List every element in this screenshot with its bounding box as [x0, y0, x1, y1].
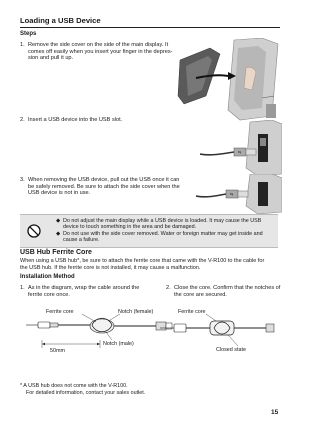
- step-text: [174, 285, 280, 298]
- usb-removal-image: [196, 174, 282, 214]
- step-number: 2.: [166, 285, 171, 291]
- ferrite-heading: USB Hub Ferrite Core: [20, 249, 92, 256]
- step-text-line: Remove the side cover on the side of the main display. It: [28, 42, 169, 48]
- step-text-line: the core are secured.: [174, 291, 227, 298]
- length-label: 50mm: [50, 348, 65, 354]
- installation-heading: Installation Method: [20, 274, 75, 280]
- step-text-line: ferrite core once.: [28, 291, 70, 298]
- side-cover-removal-image: [176, 38, 282, 122]
- footnote-line: For detailed information, contact your sales outlet.: [26, 389, 146, 396]
- step-3: [20, 177, 180, 203]
- ferrite-paragraph: [20, 258, 282, 271]
- installation-step-2: [166, 285, 286, 299]
- usb-insert-image: [200, 120, 282, 176]
- closed-ferrite-core-illustration: [160, 314, 274, 346]
- prohibition-icon: [27, 224, 41, 238]
- step-text-line: USB device is not in use.: [28, 190, 91, 197]
- notch-male-label: Notch (male): [103, 341, 134, 347]
- step-number: 2.: [20, 117, 25, 123]
- diamond-bullet-icon: ◆: [56, 218, 61, 224]
- open-ferrite-core-illustration: [26, 314, 172, 348]
- page-number: 15: [271, 409, 279, 416]
- caution-list: [56, 218, 274, 244]
- ferrite-text-line: the USB hub. If the ferrite core is not installed, it may cause a malfunction.: [20, 264, 201, 271]
- step-number: 3.: [20, 177, 25, 183]
- step-text-line: be safely removed. Be sure to attach the side cover when the: [28, 183, 180, 190]
- step-text: [28, 177, 180, 197]
- ferrite-core-diagram: [20, 304, 280, 382]
- step-2: [20, 117, 180, 127]
- caution-item: [56, 231, 274, 244]
- step-number: 1.: [20, 42, 25, 48]
- svg-text:⇆: ⇆: [238, 149, 242, 155]
- step-number: 1.: [20, 285, 25, 291]
- step-text-line: Insert a USB device into the USB slot.: [28, 117, 123, 123]
- step-text: [28, 285, 139, 298]
- caution-text-line: Do not use with the side cover removed. Water or foreign matter may get inside and: [63, 230, 263, 237]
- caution-text-line: device to touch something in the area and be damaged.: [63, 224, 197, 231]
- step-text-line: When removing the USB device, pull out the USB once it can: [28, 177, 180, 183]
- svg-text:⇆: ⇆: [230, 191, 234, 197]
- ferrite-core-label: Ferrite core: [178, 309, 206, 315]
- steps-heading: Steps: [20, 31, 37, 37]
- step-1: [20, 42, 180, 72]
- caution-text-line: Do not adjust the main display while a USB device is loaded. It may cause the USB: [63, 218, 262, 224]
- caution-text-line: cause a failure.: [63, 237, 100, 244]
- ferrite-core-label: Ferrite core: [46, 309, 74, 315]
- step-text-line: Close the core. Confirm that the notches of: [174, 285, 281, 291]
- notch-female-label: Notch (female): [118, 309, 154, 315]
- page-title: Loading a USB Device: [20, 16, 101, 25]
- step-text-line: sion and pull it up.: [28, 55, 74, 62]
- installation-step-1: [20, 285, 140, 299]
- step-text-line: comes off easily when you insert your finger in the depres-: [28, 48, 173, 55]
- caution-box: [20, 214, 278, 248]
- step-text-line: As in the diagram, wrap the cable around the: [28, 285, 140, 291]
- caution-item: [56, 218, 274, 231]
- step-text: [28, 117, 122, 124]
- closed-state-label: Closed state: [216, 347, 246, 353]
- diamond-bullet-icon: ◆: [56, 230, 61, 237]
- ferrite-text-line: When using a USB hub*, be sure to attach the ferrite core that came with the V-R100 to the cable for: [20, 258, 265, 264]
- step-text: [28, 42, 172, 62]
- footnote-line: * A USB hub does not come with the V-R100.: [20, 383, 128, 389]
- footnote: [20, 383, 240, 396]
- title-rule: [20, 27, 280, 28]
